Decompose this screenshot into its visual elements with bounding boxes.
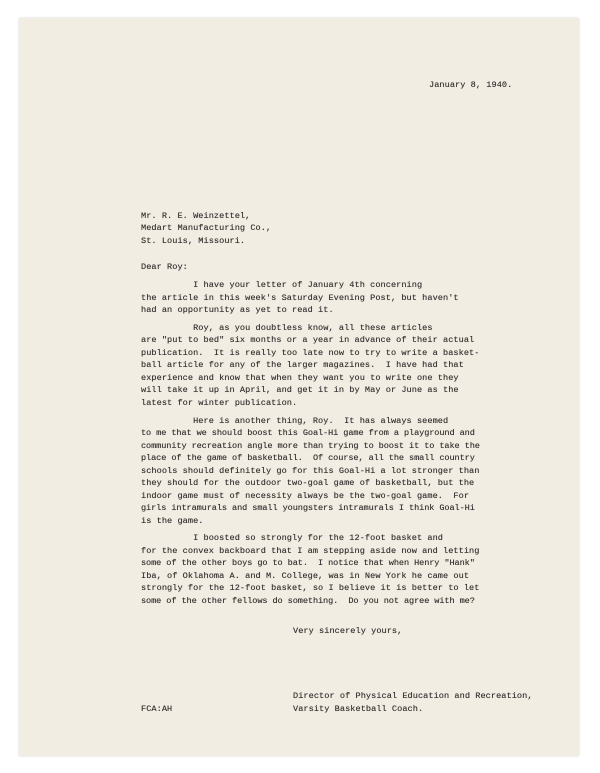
complimentary-close: Very sincerely yours, [293, 626, 403, 636]
body-line: for the convex backboard that I am stepping aside now and letting [141, 546, 480, 556]
body-line: ball article for any of the larger magazines. I have had that [141, 360, 464, 370]
body-line: I have your letter of January 4th concerning [141, 280, 423, 290]
body-line: publication. It is really too late now to try to write a basket- [141, 348, 480, 358]
body-line: place of the game of basketball. Of course, all the small country [141, 453, 475, 463]
body-line: I boosted so strongly for the 12-foot basket and [141, 533, 444, 543]
body-line: the article in this week's Saturday Evening Post, but haven't [141, 293, 459, 303]
body-line: indoor game must of necessity always be the two-goal game. For [141, 491, 470, 501]
body-line: latest for winter publication. [141, 398, 298, 408]
inside-address-line: Mr. R. E. Weinzettel, [141, 211, 251, 221]
body-line: Roy, as you doubtless know, all these articles [141, 323, 433, 333]
body-line: they should for the outdoor two-goal game of basketball, but the [141, 478, 475, 488]
body-line: some of the other fellows do something. Do you not agree with me? [141, 596, 475, 606]
salutation: Dear Roy: [141, 262, 188, 272]
reference-initials: FCA:AH [141, 704, 173, 714]
body-line: strongly for the 12-foot basket, so I believe it is better to let [141, 583, 480, 593]
body-line: to me that we should boost this Goal-Hi game from a playground and [141, 428, 475, 438]
body-line: community recreation angle more than trying to boost it to take the [141, 441, 480, 451]
body-line: girls intramurals and small youngsters intramurals I think Goal-Hi [141, 503, 475, 513]
body-line: Here is another thing, Roy. It has always seemed [141, 416, 449, 426]
body-line: experience and know that when they want you to write one they [141, 373, 459, 383]
body-line: will take it up in April, and get it in by May or June as the [141, 385, 459, 395]
inside-address-line: St. Louis, Missouri. [141, 236, 246, 246]
inside-address-line: Medart Manufacturing Co., [141, 223, 272, 233]
signature-title-line: Varsity Basketball Coach. [293, 704, 424, 714]
body-line: is the game. [141, 516, 204, 526]
signature-title-line: Director of Physical Education and Recreation, [293, 691, 533, 701]
body-line: are "put to bed" six months or a year in advance of their actual [141, 335, 475, 345]
body-line: Iba, of Oklahoma A. and M. College, was in New York he came out [141, 571, 470, 581]
body-line: schools should definitely go for this Goal-Hi a lot stronger than [141, 466, 480, 476]
body-line: had an opportunity as yet to read it. [141, 305, 334, 315]
body-line: some of the other boys go to bat. I notice that when Henry "Hank" [141, 558, 475, 568]
letter-date: January 8, 1940. [429, 80, 513, 90]
